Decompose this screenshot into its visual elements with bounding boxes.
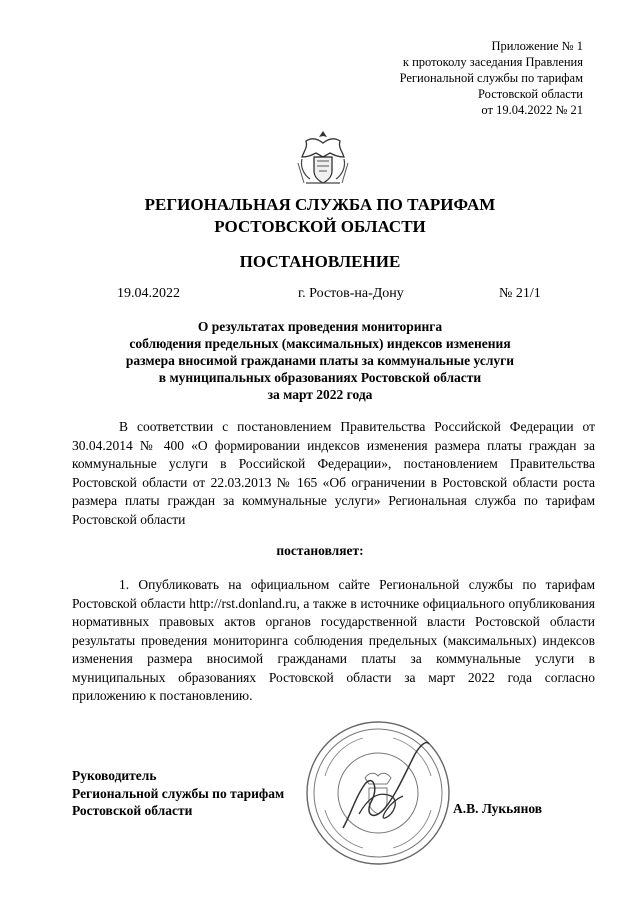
signatory-position-line: Региональной службы по тарифам	[72, 785, 285, 801]
annex-line: от 19.04.2022 № 21	[481, 103, 583, 117]
annex-note	[400, 38, 583, 118]
annex-line: Ростовской области	[478, 87, 583, 101]
item-1-paragraph: 1. Опубликовать на официальном сайте Региональной службы по тарифам Ростовской области http://rst.donland.ru, а также в источнике официального опубликования нормативных правовых актов органов государственной власти Ростовской области результаты проведения мониторинга соблюдения предельных (максимальных) индексов изменения размера вносимой гражданами платы за коммунальные услуги в муниципальных образованиях Ростовской области за март 2022 года согласно приложению к постановлению.	[72, 577, 595, 703]
annex-line: Приложение № 1	[491, 39, 583, 53]
signatory-position	[72, 767, 284, 820]
organization-line-1: РЕГИОНАЛЬНАЯ СЛУЖБА ПО ТАРИФАМ	[144, 195, 496, 214]
preamble-paragraph: В соответствии с постановлением Правительства Российской Федерации от 30.04.2014 № 400 «О формировании индексов изменения размера платы граждан за коммунальные услуги в Российской Федерации», постановлением Правительства Ростовской области от 22.03.2013 № 165 «Об ограничении в Ростовской области роста размера платы граждан за коммунальные услуги» Региональная служба по тарифам Ростовской области	[72, 419, 595, 527]
official-seal-icon	[303, 718, 453, 868]
subject-line: О результатах проведения мониторинга	[197, 319, 443, 334]
signatory-position-line: Руководитель	[72, 768, 157, 783]
annex-line: Региональной службы по тарифам	[399, 71, 583, 85]
subject-line: размера вносимой гражданами платы за коммунальные услуги	[125, 353, 515, 368]
subject-line: в муниципальных образованиях Ростовской области	[158, 370, 482, 385]
subject-line: соблюдения предельных (максимальных) индексов изменения	[129, 336, 511, 351]
decree-word: постановляет:	[276, 543, 364, 558]
document-city: г. Ростов-на-Дону	[298, 286, 404, 301]
annex-line: к протоколу заседания Правления	[402, 55, 583, 69]
organization-line-2: РОСТОВСКОЙ ОБЛАСТИ	[214, 217, 426, 236]
document-number: № 21/1	[499, 286, 541, 301]
coat-of-arms-icon	[292, 127, 354, 189]
document-date: 19.04.2022	[117, 286, 180, 301]
subject-line: за март 2022 года	[267, 387, 373, 402]
document-subject	[0, 318, 640, 403]
signatory-position-line: Ростовской области	[72, 803, 193, 818]
signatory-name: А.В. Лукьянов	[453, 801, 543, 816]
organization-title	[0, 194, 640, 238]
document-type: ПОСТАНОВЛЕНИЕ	[239, 252, 401, 271]
